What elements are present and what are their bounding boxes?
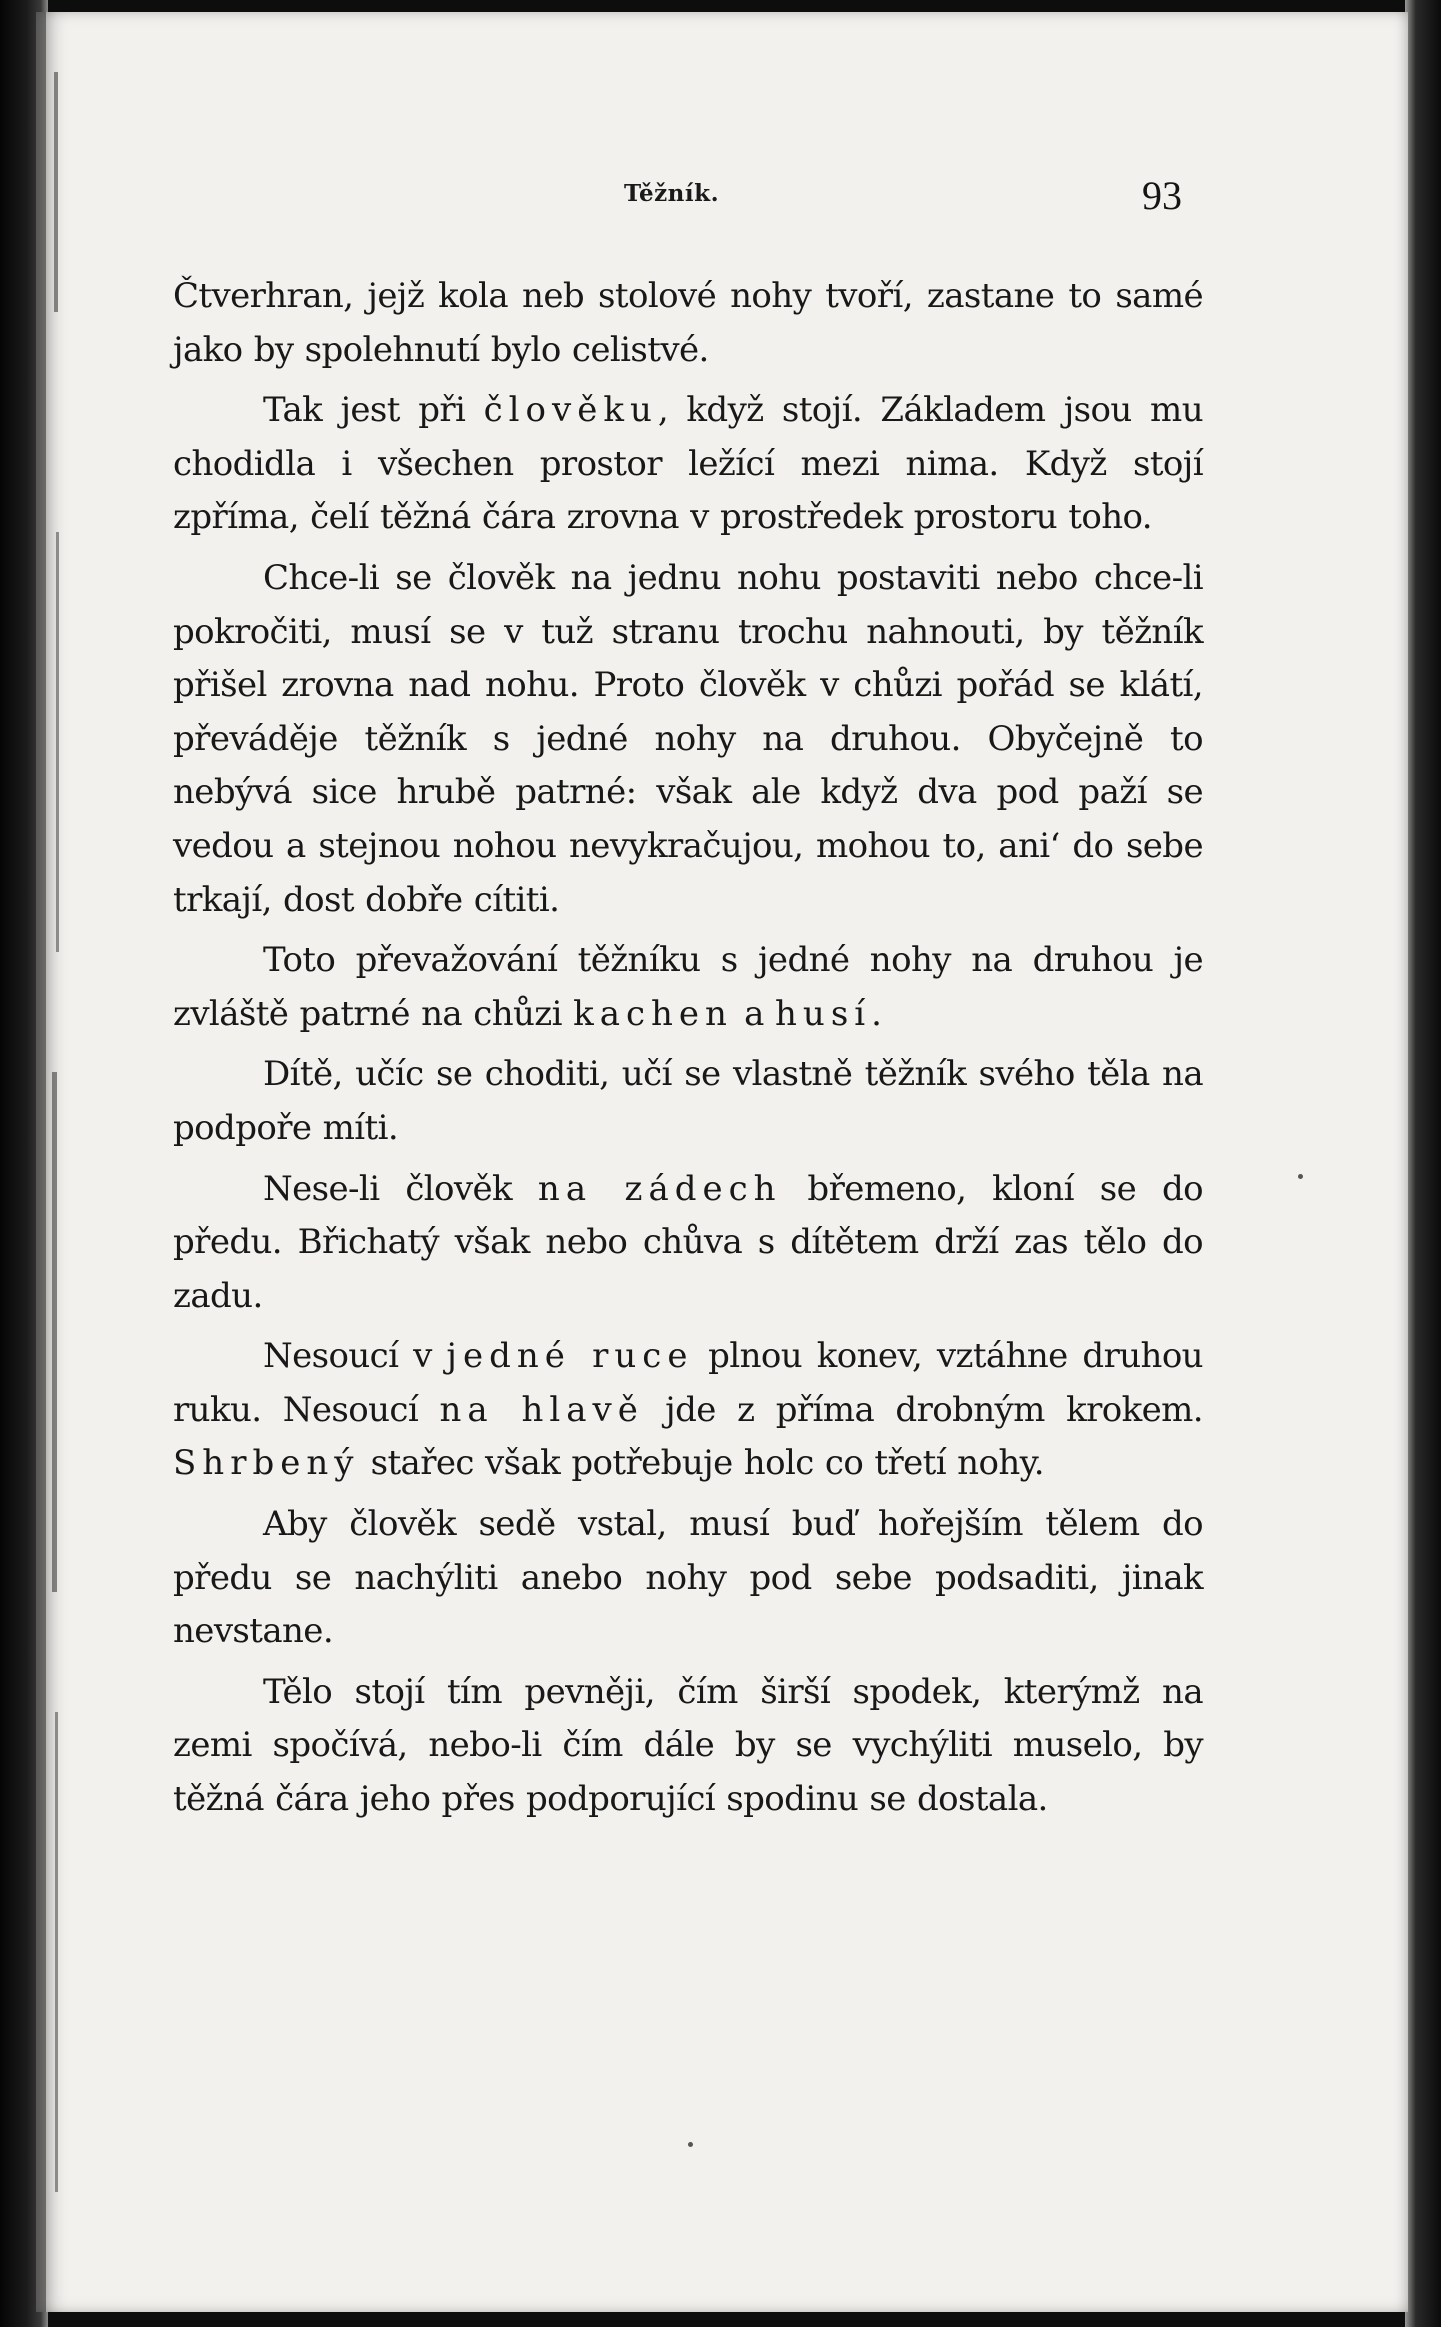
emphasized-text: na zádech xyxy=(537,1168,782,1209)
text-run: Nesoucí v xyxy=(263,1336,447,1377)
scan-edge-right xyxy=(1405,0,1441,2327)
running-title: Těžník. xyxy=(624,180,720,207)
paragraph xyxy=(173,1666,1203,1827)
text-run: stařec však potřebuje holc co třetí nohy. xyxy=(359,1443,1044,1484)
text-run: Chce-li se člověk na jednu nohu postaviti nebo chce-li pokročiti, musí se v tuž stranu trochu nahnouti, by těžník přišel zrovna nad nohu. Proto člověk v chůzi pořád se klátí, převáděje těžník s jedné nohy na druhou. Obyčejně to nebývá sice hrubě patrné: však ale když dva pod paží se vedou a stejnou nohou nevykračujou, mohou to, ani‘ do sebe trkají, dost dobře cítiti. xyxy=(173,557,1203,920)
text-run: Dítě, učíc se choditi, učí se vlastně těžník svého těla na podpoře míti. xyxy=(173,1054,1203,1148)
paragraph xyxy=(173,1048,1203,1155)
paragraph xyxy=(173,552,1203,927)
paragraph xyxy=(173,270,1203,377)
text-run: jde z přímа drobným krokem. xyxy=(643,1389,1203,1430)
text-run: , když stojí. Základem jsou mu chodidla i všechen prostor ležící mezi nima. Když stojí zpříma, čelí těžná čára zrovna v prostředek prostoru toho. xyxy=(173,390,1203,538)
text-run: Toto převažování těžníku s jedné nohy na druhou je zvláště patrné na chůzi xyxy=(173,940,1203,1034)
book-page xyxy=(36,12,1408,2312)
emphasized-text: jedné ruce xyxy=(446,1336,694,1377)
emphasized-text: Shrbený xyxy=(173,1443,360,1484)
text-run: Aby člověk sedě vstal, musí buď hořejším tělem do předu se nachýliti anebo nohy pod sebe podsaditi, jinak nevstane. xyxy=(173,1504,1203,1652)
emphasized-text: husí xyxy=(775,993,872,1034)
text-run: Tak jest při xyxy=(263,390,484,431)
paragraph xyxy=(173,1330,1203,1491)
paragraph xyxy=(173,384,1203,545)
paragraph xyxy=(173,934,1203,1041)
print-speck xyxy=(1298,1174,1303,1179)
text-run: Nese-li člověk xyxy=(263,1168,538,1209)
emphasized-text: na hlavě xyxy=(439,1389,644,1430)
text-run: a xyxy=(732,993,776,1034)
page-number: 93 xyxy=(1142,173,1182,218)
emphasized-text: kachen xyxy=(573,993,733,1034)
paragraph xyxy=(173,1498,1203,1659)
text-run: Tělo stojí tím pevněji, čím širší spodek, kterýmž na zemi spočívá, nebo-li čím dále by se vychýliti muselo, by těžná čára jeho přes podporující spodinu se dostala. xyxy=(173,1671,1203,1820)
body-text xyxy=(173,270,1203,1827)
text-run: plnou konev, vztáhne druhou ruku. Nesoucí xyxy=(173,1336,1203,1430)
text-run: Čtverhran, jejž kola neb stolové nohy tvoří, zastane to samé jako by spolehnutí bylo celistvé. xyxy=(173,276,1203,370)
spine-shadow xyxy=(36,12,76,2312)
text-run: . xyxy=(871,993,882,1034)
text-run: břemeno, kloní se do předu. Břichatý však nebo chůva s dítětem drží zas tělo do zadu. xyxy=(173,1168,1203,1316)
print-speck xyxy=(688,2142,693,2147)
paragraph xyxy=(173,1163,1203,1324)
emphasized-text: člověku xyxy=(483,390,658,431)
